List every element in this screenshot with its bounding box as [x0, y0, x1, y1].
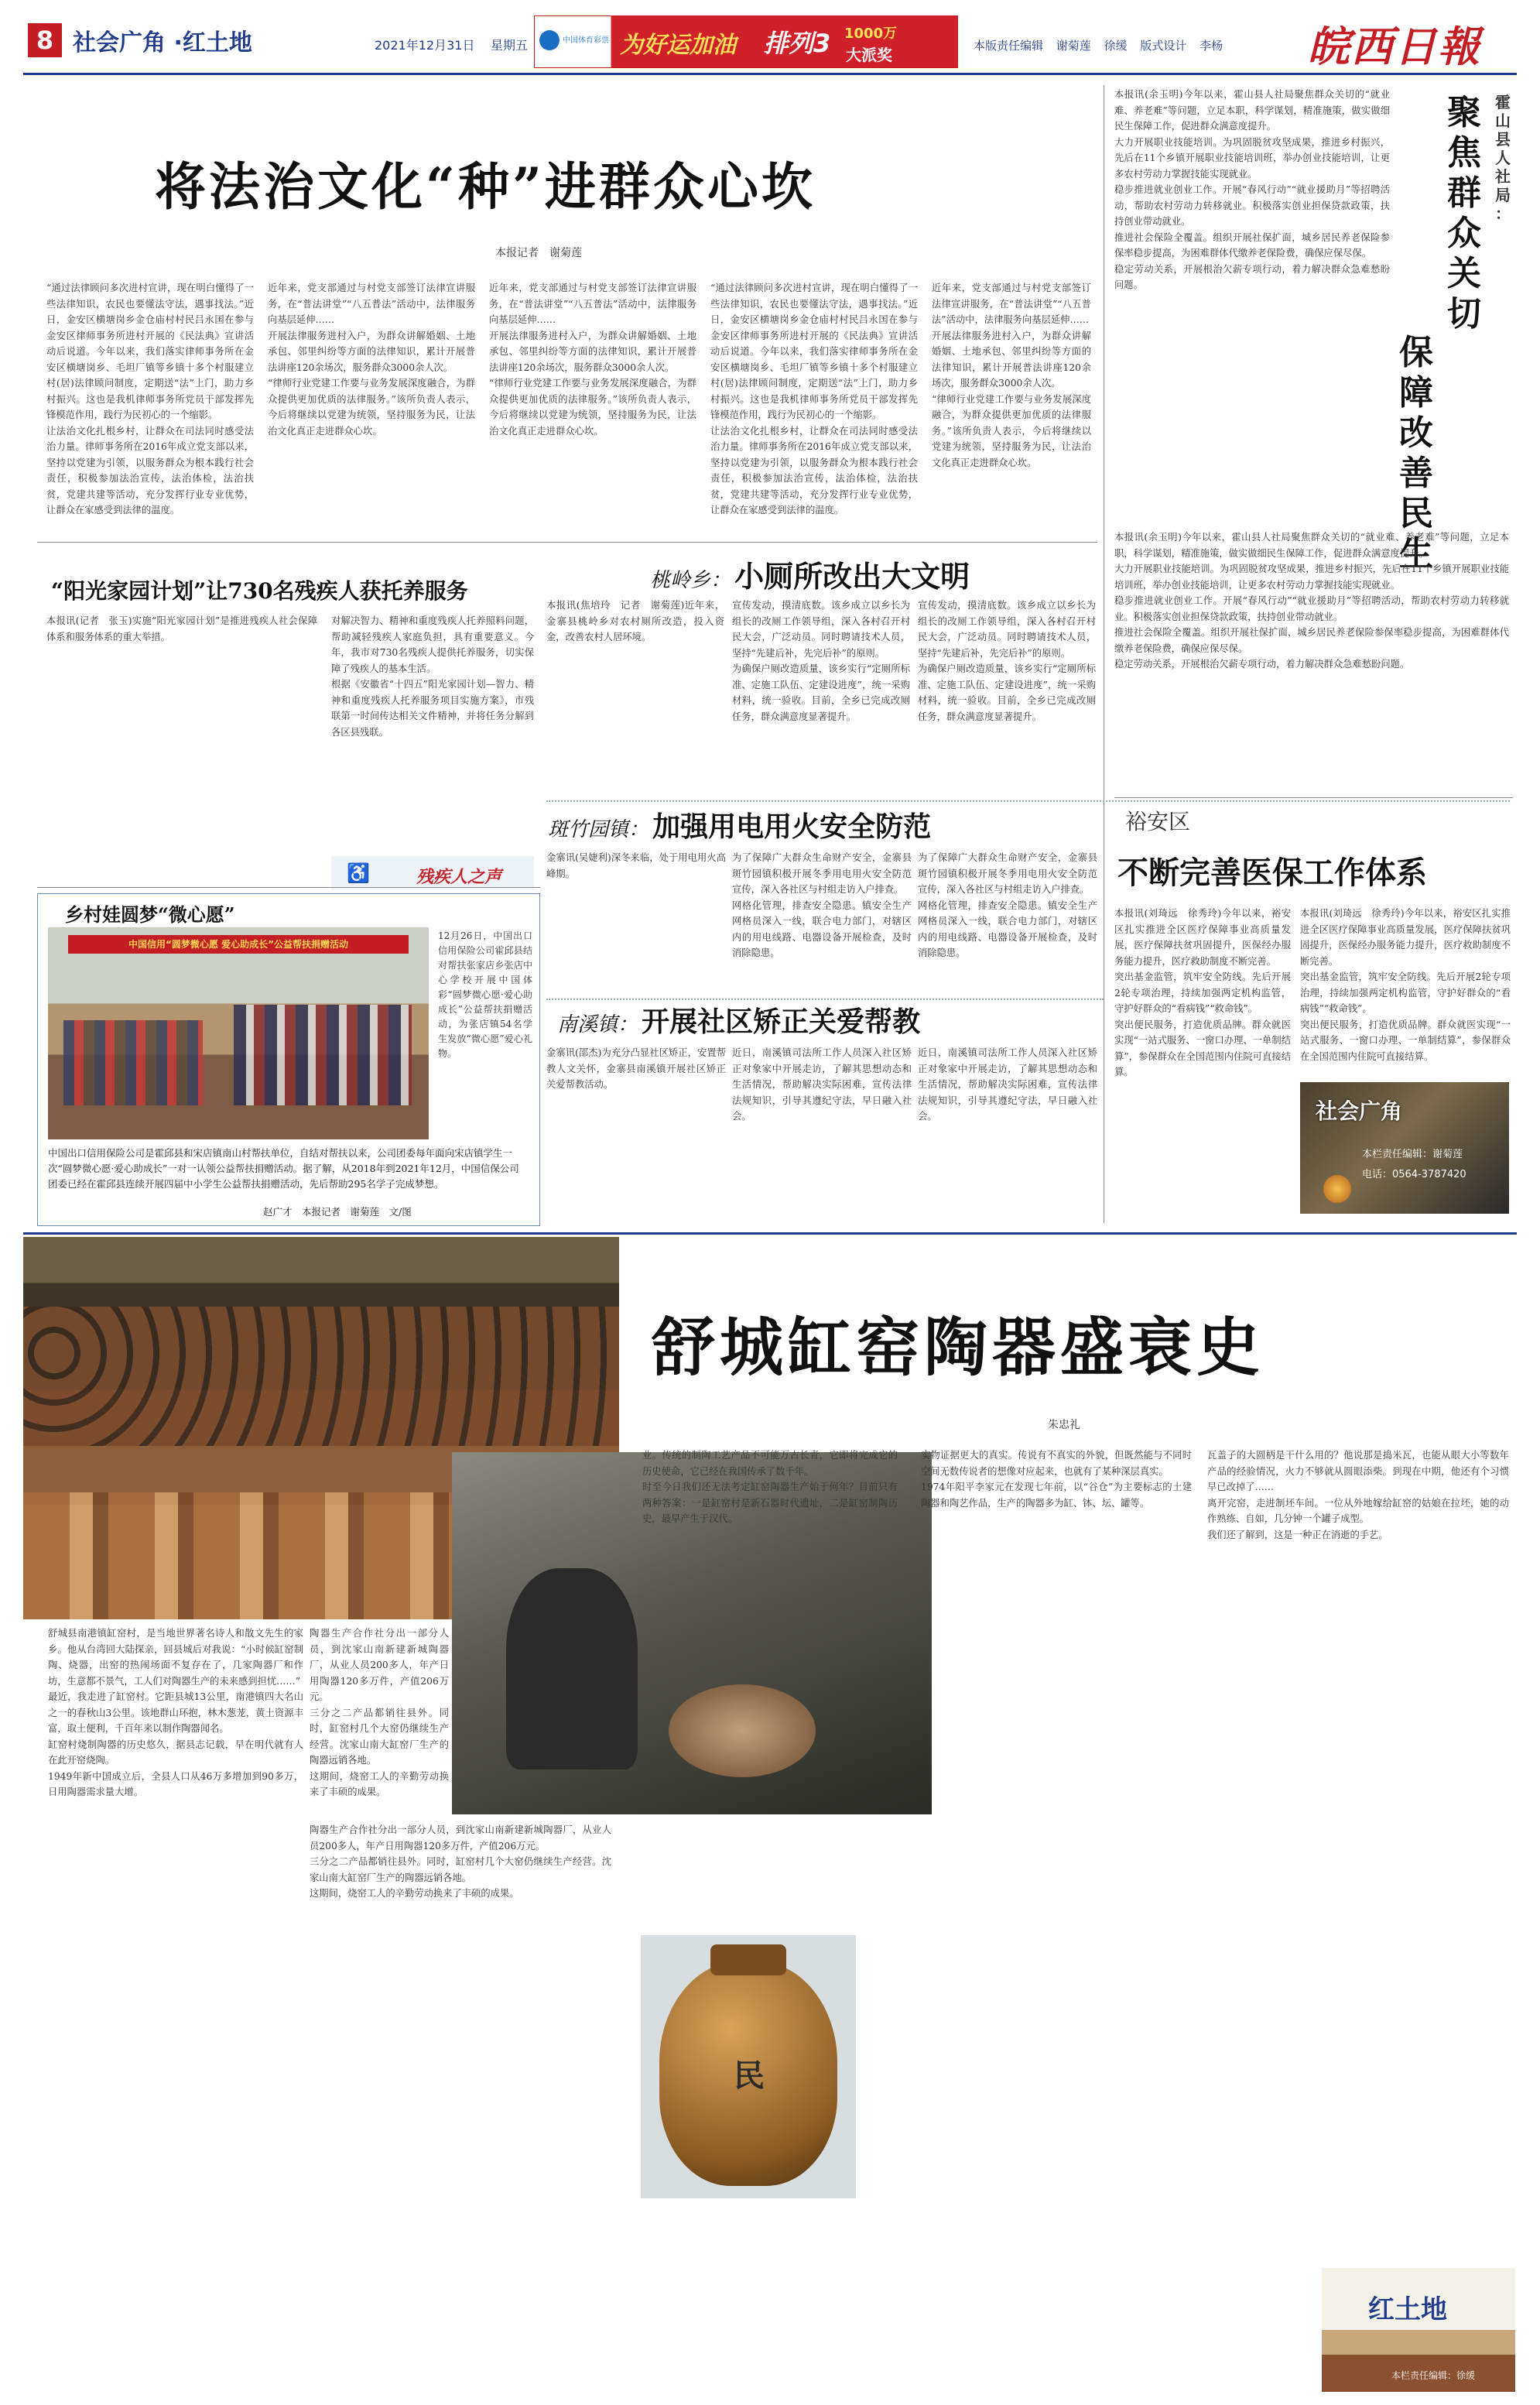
body-pottery-col5: 瓦盖子的大圆柄是干什么用的？他说那是捣米瓦，也能从眼大小等数年产品的经验情况，火力不够就从圆眼添柴。到现在中期，他还有个习惯早已改掉了…… 离开完窑，走进制坯车间。一位从外地嫁给缸窑的姑娘在拉坯，她的动作熟练、自如，几分钟一个罐子成型。 我们还了解到，这是一种正在消逝的手艺。: [1207, 1450, 1509, 1540]
lottery-product: 排列3: [764, 29, 831, 58]
divider-pottery-top: [23, 1232, 1517, 1235]
crowd-left: [63, 1020, 203, 1105]
body-law-culture-col2: 近年来，党支部通过与村党支部签订法律宣讲服务，在“普法讲堂”“八五普法”活动中，法律服务向基层延伸…… 开展法律服务进村入户，为群众讲解婚姻、土地承包、邻里纠纷等方面的法律知识，累计开展普法讲座120余场次，服务群众3000余人次。 “律师行业党建工作要与业务发展深度融合，为群众提供更加优质的法律服务。”该所负责人表示，今后将继续以党建为统领，坚持服务为民，让法治文化真正走进群众心坎。: [268, 283, 475, 437]
body-nanxi-col1: 金寨讯(邵杰)为充分凸显社区矫正，安置帮教人文关怀，金寨县南溪镇开展社区矫正关爱帮教活动。: [546, 1047, 726, 1090]
issue-date: 2021年12月31日: [375, 38, 475, 53]
issue-weekday: 星期五: [491, 38, 529, 53]
body-law-culture-col3: 近年来，党支部通过与村党支部签订法律宣讲服务，在“普法讲堂”“八五普法”活动中，法律服务向基层延伸…… 开展法律服务进村入户，为群众讲解婚姻、土地承包、邻里纠纷等方面的法律知识，累计开展普法讲座120余场次，服务群众3000余人次。 “律师行业党建工作要与业务发展深度融合，为群众提供更加优质的法律服务。”该所负责人表示，今后将继续以党建为统领，坚持服务为民，让法治文化真正走进群众心坎。: [489, 283, 696, 437]
designer-name: 李杨: [1199, 39, 1223, 53]
headline-sunshine-home: “阳光家园计划”让730名残疾人获托养服务: [51, 578, 468, 604]
nanxi-head: [557, 1000, 920, 1040]
headline-taoling: 小厕所改出大文明: [734, 559, 970, 594]
social-corner-editor: 本栏责任编辑：谢菊莲: [1362, 1149, 1463, 1160]
byline-pottery: 朱忠礼: [1048, 1419, 1080, 1431]
red-earth-title: 红土地: [1368, 2294, 1447, 2325]
body-pottery-col4: 实物证据更大的真实。传说有不真实的外貌，但既然能与不同时空间无数传说者的想像对应起来，也就有了某种深层真实。 1974年阳平李家元在发现七年前，以“谷仓”为主要标志的土建陶器和陶艺作品，生产的陶器多为缸、钵、坛、罐等。: [921, 1450, 1192, 1509]
divider-taoling: [546, 800, 1510, 802]
classroom-photo: [48, 927, 429, 1139]
body-law-culture-col5: 近年来，党支部通过与村党支部签订法律宣讲服务，在“普法讲堂”“八五普法”活动中，法律服务向基层延伸…… 开展法律服务进村入户，为群众讲解婚姻、土地承包、邻里纠纷等方面的法律知识，累计开展普法讲座120余场次，服务群众3000余人次。 “律师行业党建工作要与业务发展深度融合，为群众提供更加优质的法律服务。”该所负责人表示，今后将继续以党建为统领，坚持服务为民，让法治文化真正走进群众心坎。: [932, 283, 1091, 468]
taoling-place: 桃岭乡：: [650, 569, 731, 592]
disabled-voice-text: 残疾人之声: [416, 867, 502, 887]
lottery-prize: 1000万: [844, 26, 898, 42]
taoling-head: [650, 553, 970, 595]
masthead-divider: [23, 73, 1517, 75]
headline-yuan: 不断完善医保工作体系: [1117, 855, 1427, 891]
body-nanxi-col2: 近日，南溪镇司法所工作人员深入社区矫正对象家中开展走访，了解其思想动态和生活情况，帮助解决实际困难，宣传法律法规知识，引导其遵纪守法，早日融入社会。: [732, 1047, 912, 1122]
red-earth-badge: [1322, 2268, 1515, 2392]
lottery-ad[interactable]: [534, 15, 958, 68]
body-pottery-col2: 陶器生产合作社分出一部分人员，到沈家山南新建新城陶器厂，从业人员200多人，年产日用陶器120多万件，产值206万元。 三分之二产品都销往县外。同时，缸窑村几个大窑仍继续生产经营。沈家山南大缸窑厂生产的陶器远销各地。 这期间，烧窑工人的辛勤劳动换来了丰硕的成果。: [310, 1628, 449, 1797]
divider-law-bottom: [37, 542, 1097, 543]
body-huoshan-bottom: 本报讯(余玉明)今年以来，霍山县人社局聚焦群众关切的“就业难、养老难”等问题，立足本职，科学谋划，精准施策，做实做细民生保障工作，促进群众满意度提升。 大力开展职业技能培训。为巩固脱贫攻坚成果，推进乡村振兴，先后在11个乡镇开展职业技能培训班，举办创业技能培训，让更多农村劳动力掌握技能实现就业。 稳步推进就业创业工作。开展“春风行动”“就业援助月”等招聘活动，帮助农村劳动力转移就业。积极落实创业担保贷款政策，扶持创业带动就业。 推进社会保险全覆盖。组织开展社保扩面，城乡居民养老保险参保率稳步提高，为困难群体代缴养老保险费，确保应保尽保。 稳定劳动关系，开展根治欠薪专项行动，着力解决群众急难愁盼问题。: [1114, 532, 1509, 670]
editor-label: 本版责任编辑: [974, 39, 1044, 53]
body-sunshine-home-col1: 本报讯(记者 张玉)实施“阳光家园计划”是推进残疾人社会保障体系和服务体系的重大举措。: [46, 615, 317, 642]
body-huoshan-top: 本报讯(余玉明)今年以来，霍山县人社局聚焦群众关切的“就业难、养老难”等问题，立足本职，科学谋划，精准施策，做实做细民生保障工作，促进群众满意度提升。 大力开展职业技能培训。为巩固脱贫攻坚成果，推进乡村振兴，先后在11个乡镇开展职业技能培训班，举办创业技能培训，让更多农村劳动力掌握技能实现就业。 稳步推进就业创业工作。开展“春风行动”“就业援助月”等招聘活动，帮助农村劳动力转移就业。积极落实创业担保贷款政策，扶持创业带动就业。 推进社会保险全覆盖。组织开展社保扩面，城乡居民养老保险参保率稳步提高，为困难群体代缴养老保险费，确保应保尽保。 稳定劳动关系，开展根治欠薪专项行动，着力解决群众急难愁盼问题。: [1114, 89, 1390, 290]
nanxi-place: 南溪镇：: [557, 1013, 638, 1036]
body-pottery-col2b: 陶器生产合作社分出一部分人员，到沈家山南新建新城陶器厂，从业人员200多人，年产日用陶器120多万件，产值206万元。 三分之二产品都销往县外。同时，缸窑村几个大窑仍继续生产经营。沈家山南大缸窑厂生产的陶器远销各地。 这期间，烧窑工人的辛勤劳动换来了丰硕的成果。: [310, 1824, 611, 1899]
body-sunshine-home-col2: 对解决智力、精神和重度残疾人托养照料问题，帮助减轻残疾人家庭负担，具有重要意义。今年，我市对730名残疾人提供托养服务，切实保障了残疾人的基本生活。 根据《安徽省“十四五”阳光家园计划—智力、精神和重度残疾人托养服务项目实施方案》，市残联第一时间传达相关文件精神，并将任务分解到各区县残联。: [331, 615, 534, 738]
photo-story-caption: 中国出口信用保险公司是霍邱县和宋店镇南山村帮扶单位，自结对帮扶以来，公司团委每年面向宋店镇学生一次“圆梦微心愿·爱心助成长”一对一认领公益帮扶捐赠活动。据了解，从2018年到2021年12月，中国信保公司团委已经在霍邱县连续开展四届中小学生公益帮扶捐赠活动，先后帮助295名学子完成梦想。: [48, 1147, 519, 1190]
headline-banzhuyuan: 加强用电用火安全防范: [652, 810, 932, 843]
body-banzhuyuan-col2: 为了保障广大群众生命财产安全，金寨县斑竹园镇积极开展冬季用电用火安全防范宣传，深入各社区与村组走访入户排查。 网格化管理，排查安全隐患。镇安全生产网格员深入一线，联合电力部门，对辖区内的用电线路、电器设备开展检查，及时消除隐患。: [732, 852, 912, 958]
body-law-culture-col4: “通过法律顾问多次进村宣讲，现在明白懂得了一些法律知识，农民也要懂法守法，遇事找法。”近日，金安区横塘岗乡金仓庙村村民吕永国在参与金安区律师事务所进村开展的《民法典》宣讲活动后说道。今年以来，我们落实律师事务所在金安区横塘岗乡、毛坦厂镇等乡镇十多个村服建立村(居)法律顾问制度，定期送“法”上门，助力乡村振兴。这也是我机律师事务所党员干部发挥先锋模范作用，践行为民初心的一个缩影。 让法治文化扎根乡村，让群众在司法同时感受法治力量。律师事务所在2016年成立党支部以来，坚持以党建为引领，以服务群众为根本践行社会责任，积极参加法治宣传，法治体检，法治扶贫，党建共建等活动，充分发挥行业专业优势，让群众在家感受到法律的温度。: [710, 283, 918, 516]
page-number-badge: 8: [28, 23, 62, 57]
headline-nanxi: 开展社区矫正关爱帮教: [642, 1006, 921, 1038]
lottery-brand: 中国体育彩票: [563, 36, 609, 45]
headline-huoshan-2: 保障改善民生: [1399, 333, 1433, 574]
proofreader-name: 徐缓: [1104, 39, 1128, 53]
editor-credits: [974, 37, 1223, 53]
red-earth-editor: 本栏责任编辑：徐缓: [1391, 2370, 1476, 2381]
design-label: 版式设计: [1140, 39, 1187, 53]
social-corner-phone: 电话：0564-3787420: [1362, 1169, 1466, 1180]
body-yuan-col2: 本报讯(刘琦远 徐秀玲)今年以来，裕安区扎实推进全区医疗保障事业高质量发展，医疗保障扶贫巩固提升，医保经办服务能力提升，医疗救助制度不断完善。 突出基金监管，筑牢安全防线。先后开展2轮专项治理，持续加强两定机构监管，守护好群众的“看病钱”“救命钱”。 突出便民服务，打造优质品牌。群众就医实现“一站式服务、一窗口办理、一单制结算”，参保群众在全国范围内住院可直接结算。: [1300, 908, 1511, 1062]
social-corner-badge: [1300, 1082, 1509, 1214]
classroom-banner: 中国信用“圆梦微心愿 爱心助成长”公益帮扶捐赠活动: [68, 935, 409, 954]
paper-name-logo: 皖西日報: [1308, 22, 1481, 71]
body-pottery-col3: 业。传统的制陶工艺产品不可能万古长青，它即将完成它的历史使命，它已经在我国传承了数千年。 时至今日我们还无法考定缸窑陶器生产始于何年？目前只有两种答案：一是缸窑村是新石器时代遗址，二是缸窑制陶历史，最早产生于汉代。: [642, 1450, 898, 1524]
banzhuyuan-place: 斑竹园镇：: [548, 818, 649, 841]
flower-icon: [1323, 1175, 1351, 1203]
body-nanxi-col3: 近日，南溪镇司法所工作人员深入社区矫正对象家中开展走访，了解其思想动态和生活情况，帮助解决实际困难，宣传法律法规知识，引导其遵纪守法，早日融入社会。: [918, 1047, 1097, 1122]
body-banzhuyuan-col1: 金寨讯(吴婕利)深冬来临，处于用电用火高峰期。: [546, 852, 726, 879]
headline-huoshan-1: 聚焦群众关切: [1447, 93, 1481, 334]
person-icon: ♿: [347, 862, 370, 884]
pottery-jar-photo: [641, 1935, 856, 2198]
jar-rows: [23, 1307, 619, 1446]
huoshan-vertical-label: 霍山县人社局：: [1495, 93, 1511, 223]
body-law-culture-col1: “通过法律顾问多次进村宣讲，现在明白懂得了一些法律知识，农民也要懂法守法，遇事找法。”近日，金安区横塘岗乡金仓庙村村民吕永国在参与金安区律师事务所进村开展的《民法典》宣讲活动后说道。今年以来，我们落实律师事务所在金安区横塘岗乡、毛坦厂镇等乡镇十多个村服建立村(居)法律顾问制度，定期送“法”上门，助力乡村振兴。这也是我机律师事务所党员干部发挥先锋模范作用，践行为民初心的一个缩影。 让法治文化扎根乡村，让群众在司法同时感受法治力量。律师事务所在2016年成立党支部以来，坚持以党建为引领，以服务群众为根本践行社会责任，积极参加法治宣传，法治体检，法治扶贫，党建共建等活动，充分发挥行业专业优势，让群众在家感受到法律的温度。: [46, 283, 254, 516]
yuan-place: 裕安区: [1125, 809, 1191, 834]
editor-name: 谢菊莲: [1056, 39, 1091, 53]
headline-law-culture: 将法治文化“种”进群众心坎: [155, 156, 816, 217]
masthead: [23, 12, 1517, 73]
body-banzhuyuan-col3: 为了保障广大群众生命财产安全，金寨县斑竹园镇积极开展冬季用电用火安全防范宣传，深入各社区与村组走访入户排查。 网格化管理，排查安全隐患。镇安全生产网格员深入一线，联合电力部门，对辖区内的用电线路、电器设备开展检查，及时消除隐患。: [918, 852, 1097, 958]
headline-photo-story: 乡村娃圆梦“微心愿”: [65, 903, 235, 926]
body-yuan-col1: 本报讯(刘琦远 徐秀玲)今年以来，裕安区扎实推进全区医疗保障事业高质量发展，医疗保障扶贫巩固提升，医保经办服务能力提升，医疗救助制度不断完善。 突出基金监管，筑牢安全防线。先后开展2轮专项治理，持续加强两定机构监管，守护好群众的“看病钱”“救命钱”。 突出便民服务，打造优质品牌。群众就医实现“一站式服务、一窗口办理、一单制结算”，参保群众在全国范围内住院可直接结算。: [1114, 908, 1291, 1077]
potter-figure: [506, 1568, 638, 1769]
body-taoling-col1: 本报讯(焦培玲 记者 谢菊莲)近年来，金寨县桃岭乡对农村厕所改造，投入资金，改善农村人居环境。: [546, 600, 724, 642]
headline-pottery: 舒城缸窑陶器盛衰史: [652, 1310, 1265, 1385]
social-corner-title: 社会广角: [1316, 1098, 1403, 1124]
divider-huoshan-bottom: [1114, 797, 1513, 798]
byline-law-culture: 本报记者 谢菊莲: [495, 247, 582, 259]
body-taoling-col2: 宣传发动，摸清底数。该乡成立以乡长为组长的改厕工作领导组，深入各村召开村民大会，广泛动员。同时聘请技术人员，坚持“先建后补，先完后补”的原则。 为确保户厕改造质量，该乡实行“定厕所标准、定施工队伍、定建设进度”，统一采购材料，统一验收。目前，全乡已完成改厕任务，群众满意度显著提升。: [732, 600, 910, 722]
divider-sunshine-bottom: [37, 887, 540, 888]
jar-neck: [710, 1944, 786, 1975]
lottery-logo-icon: [539, 30, 560, 50]
crowd-right: [234, 1005, 412, 1105]
jar-glyph: 民: [734, 2057, 765, 2094]
body-pottery-col1: 舒城县南港镇缸窑村，是当地世界著名诗人和散文先生的家乡。他从台湾回大陆探亲，回县城后对我说：“小时候缸窑制陶、烧器，出窑的热闹场面不复存在了，几家陶器厂和作坊，生意都不景气，工人们对陶器生产的未来感到担忧……” 最近，我走进了缸窑村。它距县城13公里，南港镇四大名山之一的春秋山3公里。该地群山环抱，林木葱茏，黄土资源丰富，取土便利，千百年来以制作陶器闻名。 缸窑村烧制陶器的历史悠久，据县志记载，早在明代就有人在此开窑烧陶。 1949年新中国成立后，全县人口从46万多增加到90多万，日用陶器需求量大增。: [48, 1628, 303, 1797]
disabled-voice-label: [331, 856, 534, 890]
section-name: 社会广角 ·红土地: [73, 29, 252, 57]
lottery-sub: 大派奖: [846, 46, 892, 64]
body-taoling-col3: 宣传发动，摸清底数。该乡成立以乡长为组长的改厕工作领导组，深入各村召开村民大会，广泛动员。同时聘请技术人员，坚持“先建后补，先完后补”的原则。 为确保户厕改造质量，该乡实行“定厕所标准、定施工队伍、定建设进度”，统一采购材料，统一验收。目前，全乡已完成改厕任务，群众满意度显著提升。: [918, 600, 1096, 722]
photo-story-side: 12月26日，中国出口信用保险公司霍邱县结对帮扶张家店乡张店中心学校开展中国体彩“圆梦微心愿·爱心助成长”公益帮扶捐赠活动，为张店镇54名学生发放“微心愿”爱心礼物。: [438, 930, 532, 1059]
lottery-slogan: 为好运加油: [620, 32, 736, 59]
banzhuyuan-head: [548, 805, 931, 844]
photo-story-credit: 赵广才 本报记者 谢菊莲 文/图: [263, 1206, 412, 1218]
